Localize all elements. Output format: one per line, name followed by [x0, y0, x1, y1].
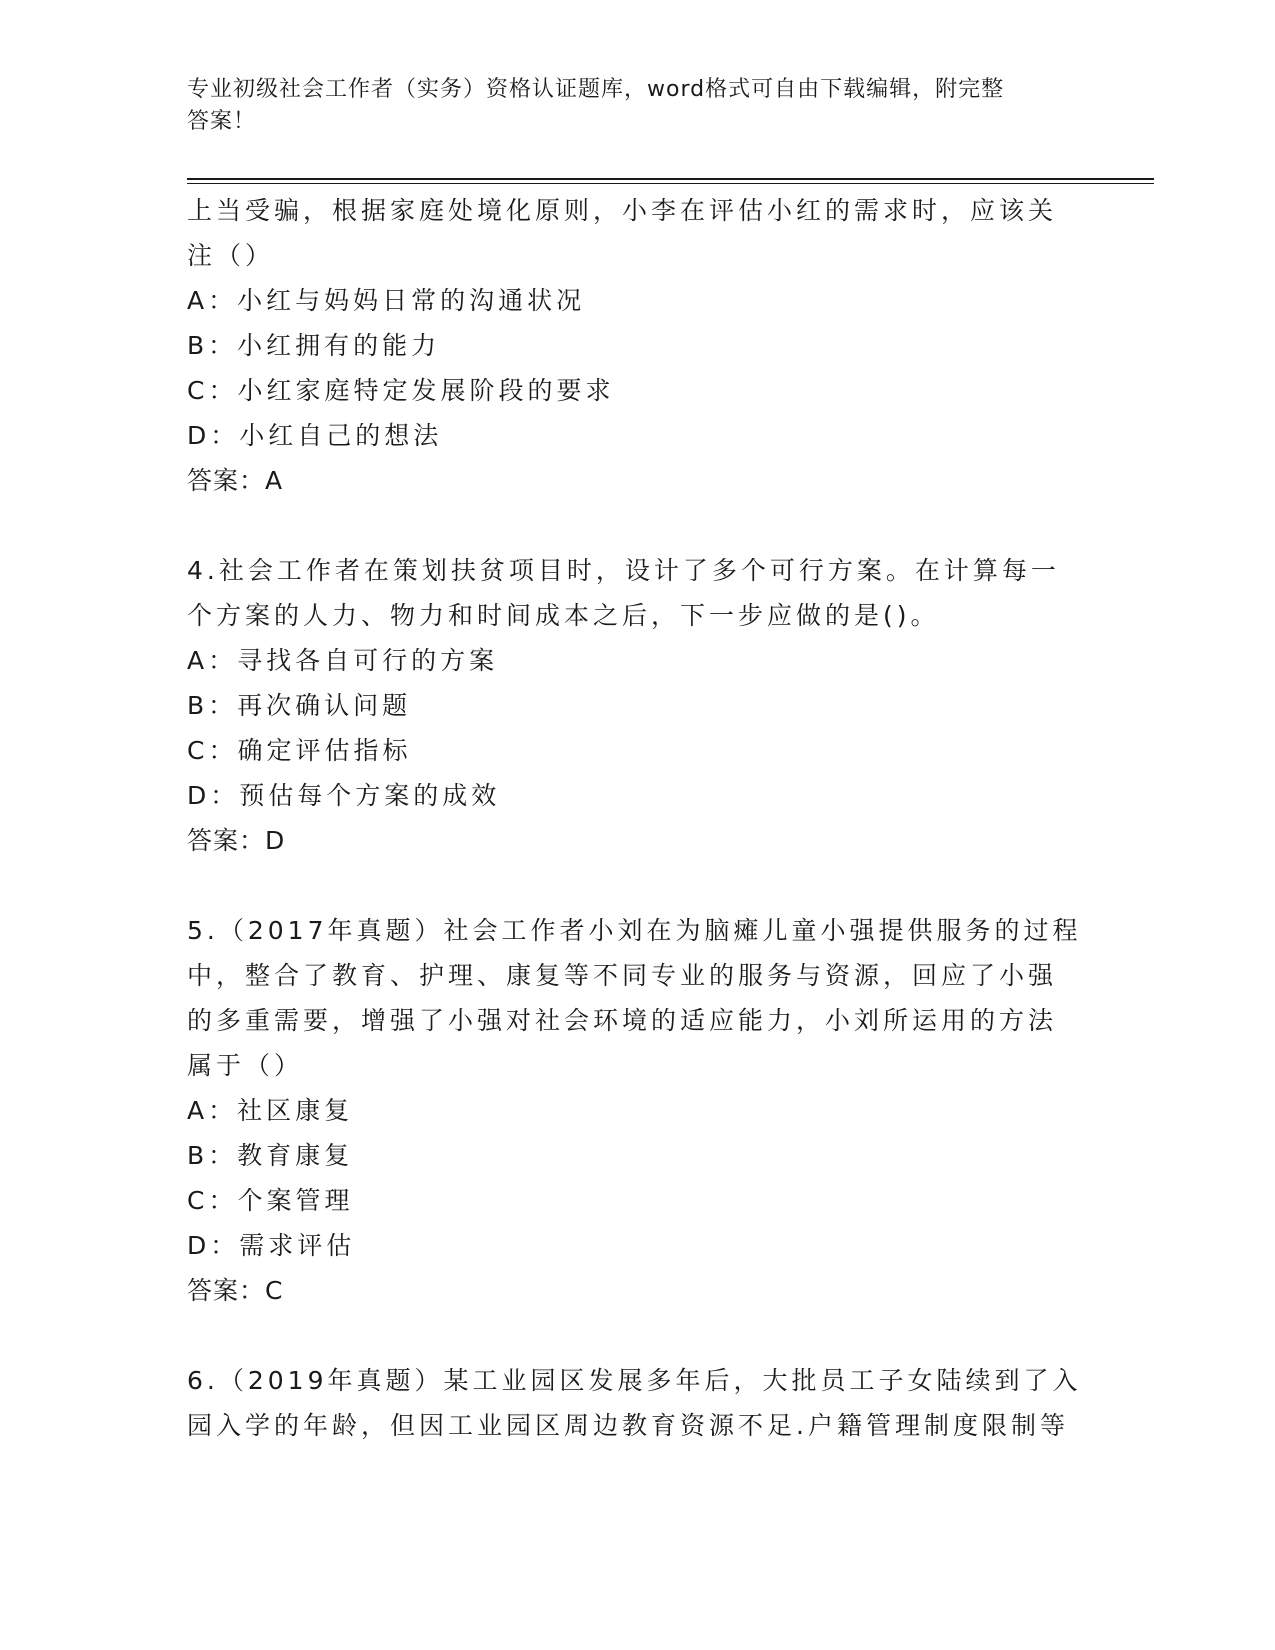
- question-block-6: [187, 1358, 1082, 1448]
- question-stem-line: 的多重需要，增强了小强对社会环境的适应能力，小刘所运用的方法: [187, 1006, 1058, 1035]
- question-block-3: [187, 188, 1067, 503]
- question-stem-line: 4.社会工作者在策划扶贫项目时，设计了多个可行方案。在计算每一: [187, 556, 1060, 585]
- document-body: [187, 188, 1082, 1448]
- option-d: D：小红自己的想法: [187, 421, 443, 450]
- question-stem-line: 属于（）: [187, 1051, 304, 1080]
- option-c: C：确定评估指标: [187, 736, 412, 765]
- option-a: A：寻找各自可行的方案: [187, 646, 499, 675]
- header-divider-thick: [187, 178, 1154, 180]
- question-stem-line: 5.（2017年真题）社会工作者小刘在为脑瘫儿童小强提供服务的过程: [187, 916, 1082, 945]
- option-b: B：再次确认问题: [187, 691, 412, 720]
- option-a: A：小红与妈妈日常的沟通状况: [187, 286, 586, 315]
- option-c: C：个案管理: [187, 1186, 354, 1215]
- question-stem-line: 注（）: [187, 241, 275, 270]
- question-spacer: [187, 503, 1067, 548]
- question-block-5: [187, 908, 1082, 1313]
- question-spacer: [187, 863, 1067, 908]
- option-d: D：需求评估: [187, 1231, 356, 1260]
- answer-line: 答案：A: [187, 466, 284, 495]
- option-b: B：小红拥有的能力: [187, 331, 441, 360]
- question-stem-line: 上当受骗，根据家庭处境化原则，小李在评估小红的需求时，应该关: [187, 196, 1058, 225]
- option-b: B：教育康复: [187, 1141, 354, 1170]
- document-header: [187, 74, 1067, 138]
- header-title-line-2: 答案！: [187, 109, 257, 134]
- header-divider-thin: [187, 183, 1154, 184]
- header-title-line-1: 专业初级社会工作者（实务）资格认证题库，word格式可自由下载编辑，附完整: [187, 77, 1005, 102]
- question-stem-line: 中，整合了教育、护理、康复等不同专业的服务与资源，回应了小强: [187, 961, 1058, 990]
- answer-line: 答案：D: [187, 826, 286, 855]
- option-c: C：小红家庭特定发展阶段的要求: [187, 376, 615, 405]
- question-stem-line: 个方案的人力、物力和时间成本之后，下一步应做的是()。: [187, 601, 940, 630]
- question-stem-line: 园入学的年龄，但因工业园区周边教育资源不足.户籍管理制度限制等: [187, 1411, 1069, 1440]
- question-block-4: [187, 548, 1067, 863]
- answer-line: 答案：C: [187, 1276, 284, 1305]
- option-d: D：预估每个方案的成效: [187, 781, 501, 810]
- question-spacer: [187, 1313, 1067, 1358]
- option-a: A：社区康复: [187, 1096, 354, 1125]
- question-stem-line: 6.（2019年真题）某工业园区发展多年后，大批员工子女陆续到了入: [187, 1366, 1082, 1395]
